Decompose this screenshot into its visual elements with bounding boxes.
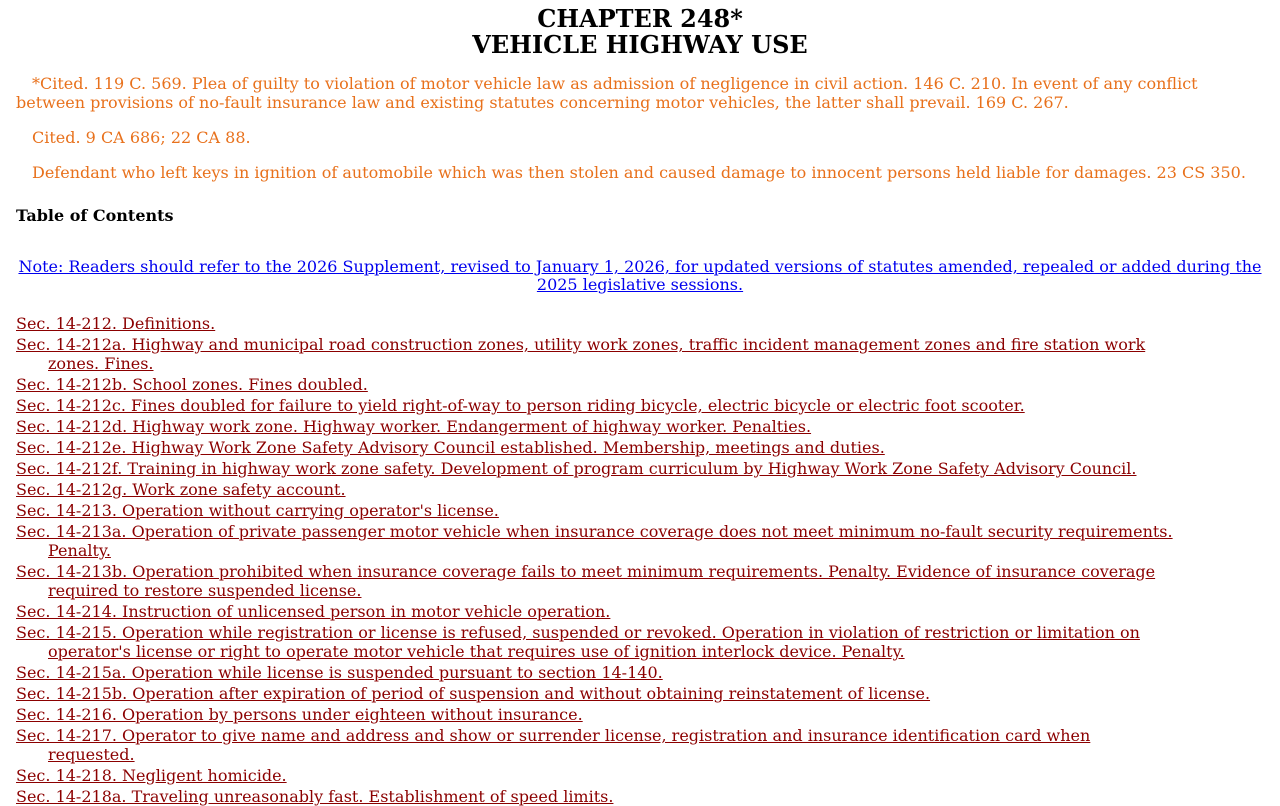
- section-link[interactable]: Sec. 14-215a. Operation while license is suspended pursuant to section 14-140.: [16, 663, 663, 682]
- section-link[interactable]: Sec. 14-212. Definitions.: [16, 314, 216, 333]
- history-note: Cited. 9 CA 686; 22 CA 88.: [32, 128, 251, 147]
- toc-list: [16, 314, 1176, 806]
- supplement-note: [16, 258, 1264, 294]
- section-link[interactable]: Sec. 14-213b. Operation prohibited when insurance coverage fails to meet minimum requirements. Penalty. Evidence of insurance coverage required to restore suspended license.: [16, 562, 1156, 600]
- toc-item: [16, 417, 1176, 436]
- toc-item: [16, 522, 1176, 560]
- toc-item: [16, 684, 1176, 703]
- toc-item: [16, 602, 1176, 621]
- chapter-name: VEHICLE HIGHWAY USE: [472, 30, 808, 59]
- section-link[interactable]: Sec. 14-213a. Operation of private passenger motor vehicle when insurance coverage does not meet minimum no-fault security requirements. Penalty.: [16, 522, 1173, 560]
- section-link[interactable]: Sec. 14-212f. Training in highway work zone safety. Development of program curriculum by Highway Work Zone Safety Advisory Council.: [16, 459, 1137, 478]
- toc-item: [16, 766, 1176, 785]
- chapter-number: CHAPTER 248*: [537, 4, 743, 33]
- section-link[interactable]: Sec. 14-212g. Work zone safety account.: [16, 480, 346, 499]
- toc-item: [16, 562, 1176, 600]
- section-link[interactable]: Sec. 14-214. Instruction of unlicensed person in motor vehicle operation.: [16, 602, 611, 621]
- section-link[interactable]: Sec. 14-215. Operation while registration or license is refused, suspended or revoked. Operation in violation of restriction or limitation on operator's license or right to operate motor vehicle that requires use of ignition interlock device. Penalty.: [16, 623, 1140, 661]
- section-link[interactable]: Sec. 14-213. Operation without carrying operator's license.: [16, 501, 499, 520]
- section-link[interactable]: Sec. 14-212a. Highway and municipal road construction zones, utility work zones, traffic incident management zones and fire station work zones. Fines.: [16, 335, 1146, 373]
- section-link[interactable]: Sec. 14-212c. Fines doubled for failure to yield right-of-way to person riding bicycle, electric bicycle or electric foot scooter.: [16, 396, 1025, 415]
- supplement-note-link[interactable]: Note: Readers should refer to the 2026 Supplement, revised to January 1, 2026, for updated versions of statutes amended, repealed or added during the 2025 legislative sessions.: [18, 257, 1262, 294]
- document-page: [0, 6, 1280, 806]
- toc-item: [16, 501, 1176, 520]
- section-link[interactable]: Sec. 14-216. Operation by persons under eighteen without insurance.: [16, 705, 583, 724]
- section-link[interactable]: Sec. 14-212e. Highway Work Zone Safety Advisory Council established. Membership, meetings and duties.: [16, 438, 885, 457]
- chapter-title: [16, 6, 1264, 58]
- section-link[interactable]: Sec. 14-218. Negligent homicide.: [16, 766, 287, 785]
- toc-item: [16, 314, 1176, 333]
- history-note: Defendant who left keys in ignition of automobile which was then stolen and caused damage to innocent persons held liable for damages. 23 CS 350.: [32, 163, 1246, 182]
- section-link[interactable]: Sec. 14-212d. Highway work zone. Highway worker. Endangerment of highway worker. Penalties.: [16, 417, 812, 436]
- toc-item: [16, 480, 1176, 499]
- section-link[interactable]: Sec. 14-217. Operator to give name and address and show or surrender license, registration and insurance identification card when requested.: [16, 726, 1091, 764]
- toc-item: [16, 663, 1176, 682]
- toc-item: [16, 335, 1176, 373]
- toc-item: [16, 375, 1176, 394]
- section-link[interactable]: Sec. 14-215b. Operation after expiration of period of suspension and without obtaining reinstatement of license.: [16, 684, 931, 703]
- toc-item: [16, 438, 1176, 457]
- toc-heading: Table of Contents: [16, 206, 174, 225]
- toc-item: [16, 396, 1176, 415]
- toc-item: [16, 459, 1176, 478]
- history-notes: [16, 74, 1264, 182]
- toc-item: [16, 705, 1176, 724]
- toc-item: [16, 623, 1176, 661]
- toc-item: [16, 726, 1176, 764]
- section-link[interactable]: Sec. 14-218a. Traveling unreasonably fast. Establishment of speed limits.: [16, 787, 614, 806]
- section-link[interactable]: Sec. 14-212b. School zones. Fines doubled.: [16, 375, 368, 394]
- toc-item: [16, 787, 1176, 806]
- history-note: *Cited. 119 C. 569. Plea of guilty to violation of motor vehicle law as admission of negligence in civil action. 146 C. 210. In event of any conflict between provisions of no-fault insurance law and existing statutes concerning motor vehicles, the latter shall prevail. 169 C. 267.: [16, 74, 1198, 112]
